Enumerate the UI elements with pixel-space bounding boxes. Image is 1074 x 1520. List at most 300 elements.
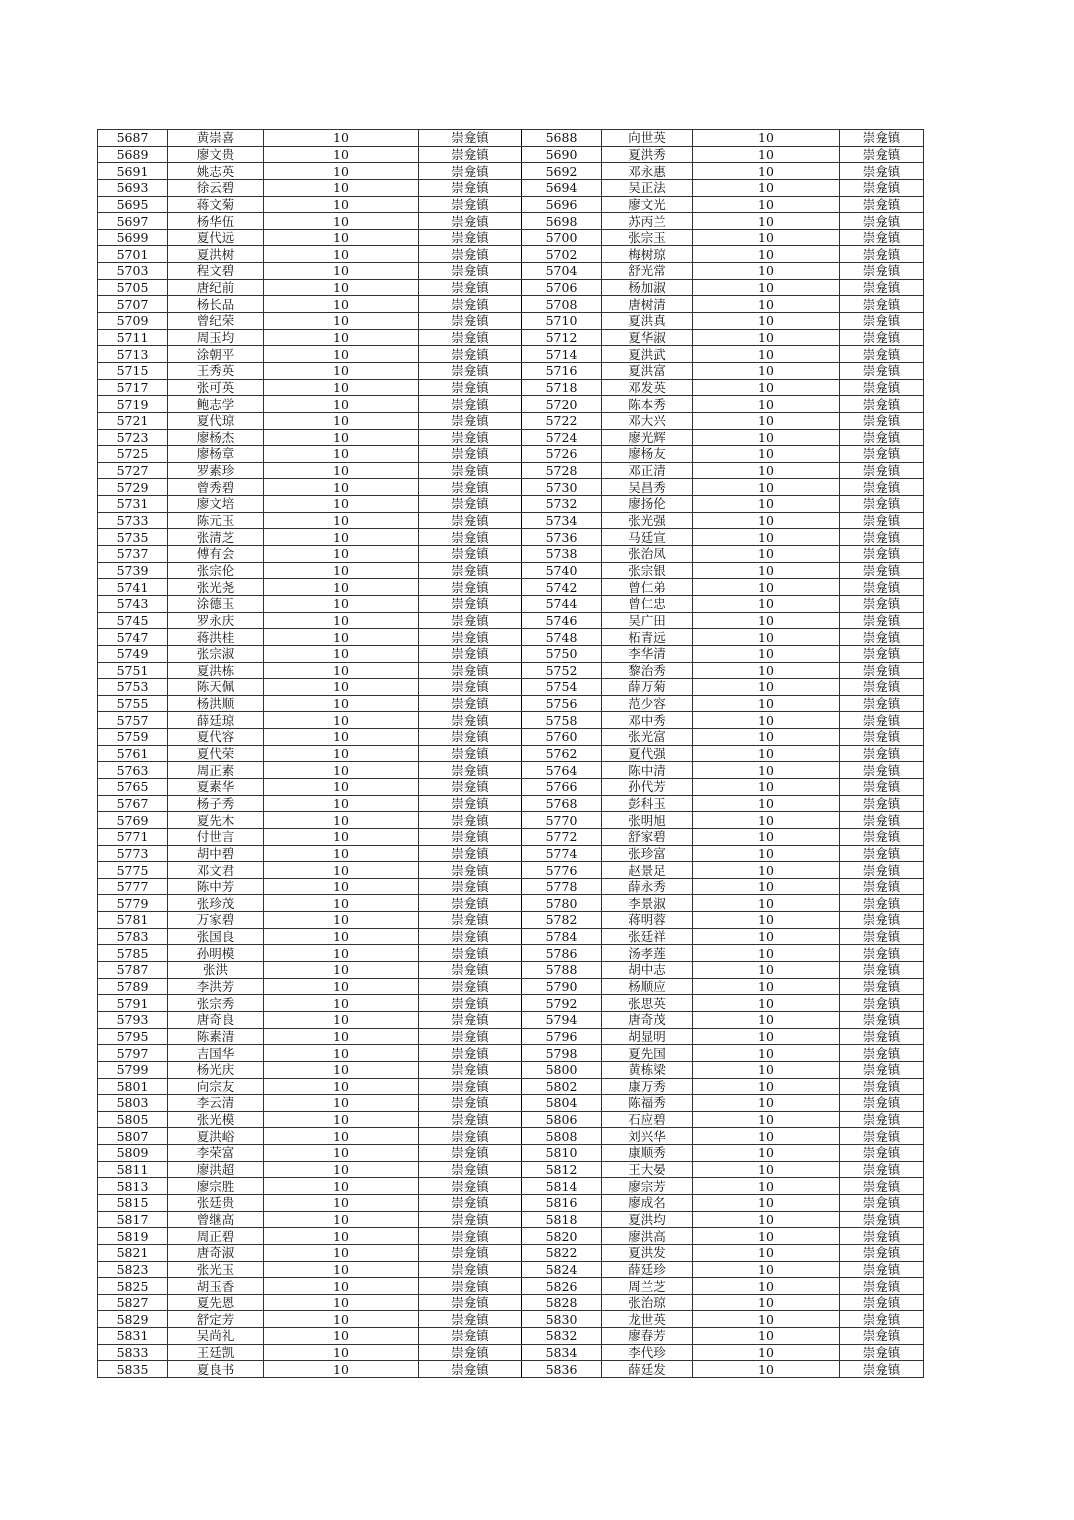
table-row	[98, 213, 924, 230]
left-town-cell: 崇龛镇	[419, 862, 522, 879]
table-row	[98, 645, 924, 662]
left-id-cell: 5785	[98, 945, 168, 962]
left-town-cell: 崇龛镇	[419, 1228, 522, 1245]
left-amount-cell: 10	[264, 1028, 419, 1045]
right-amount-cell: 10	[693, 1228, 840, 1245]
right-town-cell: 崇龛镇	[840, 1061, 924, 1078]
left-id-cell: 5687	[98, 130, 168, 147]
left-town-cell: 崇龛镇	[419, 1078, 522, 1095]
left-town-cell: 崇龛镇	[419, 1278, 522, 1295]
left-amount-cell: 10	[264, 712, 419, 729]
right-amount-cell: 10	[693, 995, 840, 1012]
right-amount-cell: 10	[693, 762, 840, 779]
right-id-cell: 5758	[522, 712, 602, 729]
left-town-cell: 崇龛镇	[419, 396, 522, 413]
left-name-cell: 曾纪荣	[168, 313, 264, 330]
right-town-cell: 崇龛镇	[840, 279, 924, 296]
left-amount-cell: 10	[264, 1061, 419, 1078]
right-id-cell: 5794	[522, 1011, 602, 1028]
left-town-cell: 崇龛镇	[419, 795, 522, 812]
left-name-cell: 涂德玉	[168, 595, 264, 612]
right-town-cell: 崇龛镇	[840, 313, 924, 330]
left-amount-cell: 10	[264, 1111, 419, 1128]
right-amount-cell: 10	[693, 645, 840, 662]
right-name-cell: 廖扬伦	[602, 496, 693, 513]
right-amount-cell: 10	[693, 845, 840, 862]
right-id-cell: 5796	[522, 1028, 602, 1045]
right-amount-cell: 10	[693, 878, 840, 895]
left-id-cell: 5805	[98, 1111, 168, 1128]
right-town-cell: 崇龛镇	[840, 546, 924, 563]
table-row	[98, 862, 924, 879]
table-row	[98, 146, 924, 163]
right-amount-cell: 10	[693, 146, 840, 163]
left-name-cell: 胡中碧	[168, 845, 264, 862]
right-name-cell: 廖文光	[602, 196, 693, 213]
left-amount-cell: 10	[264, 279, 419, 296]
left-amount-cell: 10	[264, 446, 419, 463]
right-amount-cell: 10	[693, 712, 840, 729]
right-town-cell: 崇龛镇	[840, 179, 924, 196]
left-id-cell: 5719	[98, 396, 168, 413]
right-town-cell: 崇龛镇	[840, 196, 924, 213]
left-id-cell: 5725	[98, 446, 168, 463]
right-town-cell: 崇龛镇	[840, 1328, 924, 1345]
left-id-cell: 5745	[98, 612, 168, 629]
left-name-cell: 舒定芳	[168, 1311, 264, 1328]
right-id-cell: 5720	[522, 396, 602, 413]
left-name-cell: 李荣富	[168, 1145, 264, 1162]
table-row	[98, 130, 924, 147]
table-row	[98, 1178, 924, 1195]
right-town-cell: 崇龛镇	[840, 1178, 924, 1195]
left-town-cell: 崇龛镇	[419, 695, 522, 712]
left-name-cell: 周正素	[168, 762, 264, 779]
table-row	[98, 1228, 924, 1245]
right-name-cell: 舒家碧	[602, 828, 693, 845]
right-town-cell: 崇龛镇	[840, 1095, 924, 1112]
table-row	[98, 479, 924, 496]
left-amount-cell: 10	[264, 296, 419, 313]
right-id-cell: 5774	[522, 845, 602, 862]
right-id-cell: 5788	[522, 962, 602, 979]
left-id-cell: 5777	[98, 878, 168, 895]
left-name-cell: 黄崇喜	[168, 130, 264, 147]
right-town-cell: 崇龛镇	[840, 1228, 924, 1245]
right-amount-cell: 10	[693, 479, 840, 496]
right-town-cell: 崇龛镇	[840, 1128, 924, 1145]
right-id-cell: 5756	[522, 695, 602, 712]
left-amount-cell: 10	[264, 163, 419, 180]
table-row	[98, 1244, 924, 1261]
right-name-cell: 张廷祥	[602, 928, 693, 945]
right-name-cell: 张思英	[602, 995, 693, 1012]
left-town-cell: 崇龛镇	[419, 912, 522, 929]
left-town-cell: 崇龛镇	[419, 1111, 522, 1128]
right-town-cell: 崇龛镇	[840, 1278, 924, 1295]
left-id-cell: 5787	[98, 962, 168, 979]
right-id-cell: 5736	[522, 529, 602, 546]
right-amount-cell: 10	[693, 912, 840, 929]
right-amount-cell: 10	[693, 263, 840, 280]
left-town-cell: 崇龛镇	[419, 1261, 522, 1278]
left-town-cell: 崇龛镇	[419, 1045, 522, 1062]
right-town-cell: 崇龛镇	[840, 928, 924, 945]
left-id-cell: 5769	[98, 812, 168, 829]
left-name-cell: 曾继高	[168, 1211, 264, 1228]
left-amount-cell: 10	[264, 878, 419, 895]
left-amount-cell: 10	[264, 579, 419, 596]
left-id-cell: 5737	[98, 546, 168, 563]
left-name-cell: 吴尚礼	[168, 1328, 264, 1345]
right-id-cell: 5710	[522, 313, 602, 330]
right-amount-cell: 10	[693, 1294, 840, 1311]
left-name-cell: 万家碧	[168, 912, 264, 929]
table-row	[98, 462, 924, 479]
left-town-cell: 崇龛镇	[419, 629, 522, 646]
left-town-cell: 崇龛镇	[419, 263, 522, 280]
left-amount-cell: 10	[264, 1045, 419, 1062]
left-id-cell: 5749	[98, 645, 168, 662]
left-name-cell: 夏代远	[168, 229, 264, 246]
right-name-cell: 陈中清	[602, 762, 693, 779]
table-row	[98, 978, 924, 995]
right-amount-cell: 10	[693, 1328, 840, 1345]
table-row	[98, 1294, 924, 1311]
left-id-cell: 5707	[98, 296, 168, 313]
right-name-cell: 张治琼	[602, 1294, 693, 1311]
right-town-cell: 崇龛镇	[840, 1195, 924, 1212]
right-town-cell: 崇龛镇	[840, 379, 924, 396]
right-id-cell: 5746	[522, 612, 602, 629]
right-name-cell: 梅树琼	[602, 246, 693, 263]
left-amount-cell: 10	[264, 645, 419, 662]
right-id-cell: 5822	[522, 1244, 602, 1261]
left-amount-cell: 10	[264, 912, 419, 929]
left-amount-cell: 10	[264, 1311, 419, 1328]
right-town-cell: 崇龛镇	[840, 1311, 924, 1328]
left-name-cell: 王廷凯	[168, 1344, 264, 1361]
right-name-cell: 张治凤	[602, 546, 693, 563]
right-amount-cell: 10	[693, 1244, 840, 1261]
left-name-cell: 夏代容	[168, 729, 264, 746]
left-id-cell: 5809	[98, 1145, 168, 1162]
left-name-cell: 鲍志学	[168, 396, 264, 413]
right-amount-cell: 10	[693, 396, 840, 413]
left-name-cell: 廖杨杰	[168, 429, 264, 446]
left-town-cell: 崇龛镇	[419, 962, 522, 979]
left-name-cell: 张光模	[168, 1111, 264, 1128]
right-id-cell: 5726	[522, 446, 602, 463]
right-town-cell: 崇龛镇	[840, 1261, 924, 1278]
left-town-cell: 崇龛镇	[419, 496, 522, 513]
right-id-cell: 5714	[522, 346, 602, 363]
right-id-cell: 5778	[522, 878, 602, 895]
right-amount-cell: 10	[693, 1145, 840, 1162]
right-name-cell: 夏洪富	[602, 362, 693, 379]
table-row	[98, 1328, 924, 1345]
right-name-cell: 夏洪武	[602, 346, 693, 363]
right-id-cell: 5716	[522, 362, 602, 379]
right-id-cell: 5830	[522, 1311, 602, 1328]
right-town-cell: 崇龛镇	[840, 962, 924, 979]
left-name-cell: 张珍茂	[168, 895, 264, 912]
left-name-cell: 胡玉香	[168, 1278, 264, 1295]
table-row	[98, 1211, 924, 1228]
left-id-cell: 5747	[98, 629, 168, 646]
left-name-cell: 张光玉	[168, 1261, 264, 1278]
left-amount-cell: 10	[264, 1128, 419, 1145]
right-id-cell: 5712	[522, 329, 602, 346]
right-id-cell: 5754	[522, 679, 602, 696]
left-name-cell: 夏洪栋	[168, 662, 264, 679]
right-id-cell: 5744	[522, 595, 602, 612]
left-town-cell: 崇龛镇	[419, 1178, 522, 1195]
left-amount-cell: 10	[264, 1195, 419, 1212]
left-id-cell: 5739	[98, 562, 168, 579]
table-row	[98, 429, 924, 446]
left-town-cell: 崇龛镇	[419, 845, 522, 862]
left-town-cell: 崇龛镇	[419, 662, 522, 679]
right-name-cell: 汤孝莲	[602, 945, 693, 962]
left-name-cell: 唐纪前	[168, 279, 264, 296]
left-amount-cell: 10	[264, 1261, 419, 1278]
right-id-cell: 5732	[522, 496, 602, 513]
left-amount-cell: 10	[264, 1344, 419, 1361]
right-amount-cell: 10	[693, 163, 840, 180]
right-name-cell: 石应碧	[602, 1111, 693, 1128]
left-id-cell: 5711	[98, 329, 168, 346]
right-amount-cell: 10	[693, 446, 840, 463]
left-name-cell: 夏洪树	[168, 246, 264, 263]
left-amount-cell: 10	[264, 828, 419, 845]
left-id-cell: 5823	[98, 1261, 168, 1278]
table-row	[98, 1095, 924, 1112]
table-row	[98, 612, 924, 629]
left-name-cell: 廖杨章	[168, 446, 264, 463]
right-name-cell: 王大晏	[602, 1161, 693, 1178]
right-id-cell: 5696	[522, 196, 602, 213]
left-town-cell: 崇龛镇	[419, 778, 522, 795]
right-name-cell: 胡中志	[602, 962, 693, 979]
left-name-cell: 杨光庆	[168, 1061, 264, 1078]
right-name-cell: 邓永惠	[602, 163, 693, 180]
left-name-cell: 廖文培	[168, 496, 264, 513]
right-name-cell: 夏洪秀	[602, 146, 693, 163]
left-town-cell: 崇龛镇	[419, 828, 522, 845]
left-amount-cell: 10	[264, 1278, 419, 1295]
left-id-cell: 5735	[98, 529, 168, 546]
right-id-cell: 5706	[522, 279, 602, 296]
left-amount-cell: 10	[264, 729, 419, 746]
right-town-cell: 崇龛镇	[840, 645, 924, 662]
right-amount-cell: 10	[693, 362, 840, 379]
right-name-cell: 夏洪发	[602, 1244, 693, 1261]
left-amount-cell: 10	[264, 362, 419, 379]
right-amount-cell: 10	[693, 279, 840, 296]
right-amount-cell: 10	[693, 1344, 840, 1361]
left-id-cell: 5811	[98, 1161, 168, 1178]
right-name-cell: 陈本秀	[602, 396, 693, 413]
left-name-cell: 陈中芳	[168, 878, 264, 895]
left-name-cell: 程文碧	[168, 263, 264, 280]
right-id-cell: 5730	[522, 479, 602, 496]
left-amount-cell: 10	[264, 1178, 419, 1195]
table-row	[98, 263, 924, 280]
right-name-cell: 廖光辉	[602, 429, 693, 446]
left-amount-cell: 10	[264, 862, 419, 879]
left-amount-cell: 10	[264, 795, 419, 812]
left-name-cell: 张光尧	[168, 579, 264, 596]
left-town-cell: 崇龛镇	[419, 679, 522, 696]
left-town-cell: 崇龛镇	[419, 595, 522, 612]
left-id-cell: 5821	[98, 1244, 168, 1261]
right-town-cell: 崇龛镇	[840, 346, 924, 363]
left-amount-cell: 10	[264, 1361, 419, 1378]
right-town-cell: 崇龛镇	[840, 595, 924, 612]
right-name-cell: 薛廷珍	[602, 1261, 693, 1278]
left-amount-cell: 10	[264, 562, 419, 579]
right-amount-cell: 10	[693, 296, 840, 313]
right-id-cell: 5690	[522, 146, 602, 163]
left-id-cell: 5743	[98, 595, 168, 612]
left-name-cell: 李洪芳	[168, 978, 264, 995]
table-row	[98, 1078, 924, 1095]
right-amount-cell: 10	[693, 978, 840, 995]
right-name-cell: 刘兴华	[602, 1128, 693, 1145]
left-id-cell: 5693	[98, 179, 168, 196]
right-amount-cell: 10	[693, 412, 840, 429]
table-row	[98, 1161, 924, 1178]
right-town-cell: 崇龛镇	[840, 945, 924, 962]
table-row	[98, 329, 924, 346]
right-town-cell: 崇龛镇	[840, 679, 924, 696]
left-name-cell: 张廷贵	[168, 1195, 264, 1212]
right-id-cell: 5804	[522, 1095, 602, 1112]
right-name-cell: 张光富	[602, 729, 693, 746]
right-amount-cell: 10	[693, 512, 840, 529]
right-name-cell: 向世英	[602, 130, 693, 147]
left-amount-cell: 10	[264, 679, 419, 696]
left-amount-cell: 10	[264, 462, 419, 479]
right-town-cell: 崇龛镇	[840, 229, 924, 246]
right-name-cell: 柘青远	[602, 629, 693, 646]
left-id-cell: 5815	[98, 1195, 168, 1212]
right-name-cell: 薛万菊	[602, 679, 693, 696]
right-amount-cell: 10	[693, 1211, 840, 1228]
left-id-cell: 5733	[98, 512, 168, 529]
right-name-cell: 吴正法	[602, 179, 693, 196]
left-name-cell: 夏先恩	[168, 1294, 264, 1311]
table-row	[98, 362, 924, 379]
right-amount-cell: 10	[693, 1095, 840, 1112]
left-name-cell: 夏先木	[168, 812, 264, 829]
right-town-cell: 崇龛镇	[840, 1161, 924, 1178]
table-row	[98, 912, 924, 929]
right-id-cell: 5702	[522, 246, 602, 263]
left-id-cell: 5761	[98, 745, 168, 762]
right-name-cell: 彭科玉	[602, 795, 693, 812]
left-amount-cell: 10	[264, 329, 419, 346]
table-row	[98, 945, 924, 962]
left-town-cell: 崇龛镇	[419, 729, 522, 746]
left-town-cell: 崇龛镇	[419, 1095, 522, 1112]
left-id-cell: 5731	[98, 496, 168, 513]
right-amount-cell: 10	[693, 1011, 840, 1028]
right-name-cell: 赵景足	[602, 862, 693, 879]
right-amount-cell: 10	[693, 962, 840, 979]
left-id-cell: 5783	[98, 928, 168, 945]
right-id-cell: 5718	[522, 379, 602, 396]
left-town-cell: 崇龛镇	[419, 179, 522, 196]
right-id-cell: 5824	[522, 1261, 602, 1278]
left-town-cell: 崇龛镇	[419, 429, 522, 446]
left-town-cell: 崇龛镇	[419, 479, 522, 496]
left-name-cell: 陈天佩	[168, 679, 264, 696]
left-amount-cell: 10	[264, 229, 419, 246]
left-name-cell: 罗永庆	[168, 612, 264, 629]
right-amount-cell: 10	[693, 462, 840, 479]
table-row	[98, 995, 924, 1012]
left-town-cell: 崇龛镇	[419, 762, 522, 779]
left-id-cell: 5789	[98, 978, 168, 995]
table-row	[98, 745, 924, 762]
left-town-cell: 崇龛镇	[419, 529, 522, 546]
table-row	[98, 529, 924, 546]
right-amount-cell: 10	[693, 429, 840, 446]
left-amount-cell: 10	[264, 745, 419, 762]
right-id-cell: 5798	[522, 1045, 602, 1062]
left-amount-cell: 10	[264, 995, 419, 1012]
right-amount-cell: 10	[693, 862, 840, 879]
right-name-cell: 马廷宣	[602, 529, 693, 546]
table-row	[98, 412, 924, 429]
left-amount-cell: 10	[264, 928, 419, 945]
right-name-cell: 曾仁忠	[602, 595, 693, 612]
right-town-cell: 崇龛镇	[840, 762, 924, 779]
left-amount-cell: 10	[264, 379, 419, 396]
right-town-cell: 崇龛镇	[840, 978, 924, 995]
left-name-cell: 姚志英	[168, 163, 264, 180]
left-name-cell: 夏代琼	[168, 412, 264, 429]
right-name-cell: 杨加淑	[602, 279, 693, 296]
left-name-cell: 徐云碧	[168, 179, 264, 196]
left-id-cell: 5689	[98, 146, 168, 163]
right-amount-cell: 10	[693, 579, 840, 596]
right-amount-cell: 10	[693, 546, 840, 563]
right-name-cell: 夏洪均	[602, 1211, 693, 1228]
right-id-cell: 5724	[522, 429, 602, 446]
right-id-cell: 5790	[522, 978, 602, 995]
left-name-cell: 杨子秀	[168, 795, 264, 812]
table-row	[98, 379, 924, 396]
right-amount-cell: 10	[693, 1195, 840, 1212]
right-id-cell: 5786	[522, 945, 602, 962]
left-id-cell: 5829	[98, 1311, 168, 1328]
table-row	[98, 512, 924, 529]
left-id-cell: 5793	[98, 1011, 168, 1028]
left-town-cell: 崇龛镇	[419, 1011, 522, 1028]
left-town-cell: 崇龛镇	[419, 1361, 522, 1378]
right-amount-cell: 10	[693, 662, 840, 679]
left-amount-cell: 10	[264, 595, 419, 612]
right-town-cell: 崇龛镇	[840, 130, 924, 147]
left-town-cell: 崇龛镇	[419, 995, 522, 1012]
table-row	[98, 1361, 924, 1378]
right-town-cell: 崇龛镇	[840, 246, 924, 263]
right-amount-cell: 10	[693, 629, 840, 646]
right-name-cell: 廖成名	[602, 1195, 693, 1212]
